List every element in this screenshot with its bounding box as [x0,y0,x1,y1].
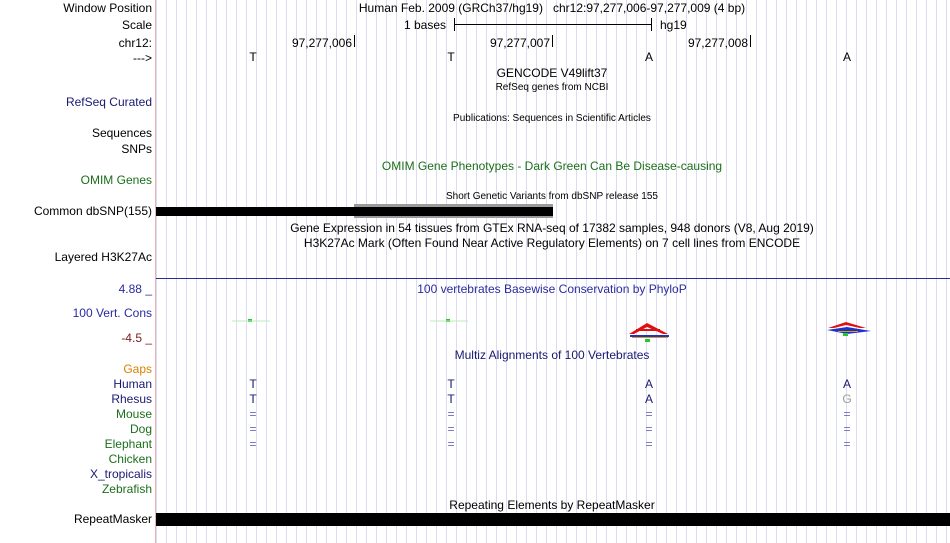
dbsnp-track-title[interactable]: Short Genetic Variants from dbSNP release 155 [446,191,658,202]
alignment-match: = [249,437,257,451]
window-position-value[interactable]: Human Feb. 2009 (GRCh37/hg19) chr12:97,277,006-97,277,009 (4 bp) [358,1,746,15]
h3k27ac-track-label[interactable]: Layered H3K27Ac [54,250,152,264]
species-label-chicken[interactable]: Chicken [108,452,152,466]
alignment-base: T [249,392,257,406]
gtex-track-title[interactable]: Gene Expression in 54 tissues from GTEx RNA-seq of 17382 samples, 948 donors (V8, Aug 2019) [290,221,814,235]
alignment-base: T [447,377,455,391]
alignment-match: = [645,437,653,451]
reference-base: T [447,50,455,64]
chrom-label: chr12: [118,36,152,50]
snps-track-label[interactable]: SNPs [121,142,152,156]
species-label-x-tropicalis[interactable]: X_tropicalis [89,467,152,481]
species-label-dog[interactable]: Dog [129,422,152,436]
alignment-match: = [447,422,455,436]
phylop-track-title[interactable]: 100 vertebrates Basewise Conservation by PhyloP [417,282,687,296]
repeatmasker-feature[interactable] [156,513,950,526]
publications-track-title[interactable]: Publications: Sequences in Scientific Articles [453,113,651,124]
phylop-max-label: 4.88 _ [118,282,152,296]
position-1: 97,277,006 [291,36,352,50]
refseq-track-label[interactable]: RefSeq Curated [65,95,152,109]
species-label-mouse[interactable]: Mouse [115,407,152,421]
window-position-label: Window Position [63,1,152,15]
alignment-match: = [249,407,257,421]
sequences-track-label[interactable]: Sequences [91,126,152,140]
dbsnp-track-label[interactable]: Common dbSNP(155) [33,204,152,218]
species-label-human[interactable]: Human [113,377,152,391]
alignment-match: = [447,407,455,421]
strand-label: ---> [133,51,152,65]
alignment-match: = [447,437,455,451]
gencode-track-title[interactable]: GENCODE V49lift37 [496,66,608,80]
alignment-base: G [842,392,852,406]
logo-letter-a [827,322,871,336]
alignment-base: T [249,377,257,391]
multiz-track-title[interactable]: Multiz Alignments of 100 Vertebrates [454,348,650,362]
alignment-match: = [843,407,851,421]
phylop-min-label: -4.5 _ [121,331,152,345]
alignment-match: = [249,422,257,436]
omim-track-title[interactable]: OMIM Gene Phenotypes - Dark Green Can Be Disease-causing [381,159,723,173]
phylop-mark [232,319,270,322]
gaps-track-label[interactable]: Gaps [123,362,152,376]
alignment-base: A [644,392,654,406]
alignment-match: = [843,437,851,451]
phylop-mark [430,319,468,322]
repeatmasker-track-label[interactable]: RepeatMasker [73,512,152,526]
cons-track-label[interactable]: 100 Vert. Cons [72,306,152,320]
position-2: 97,277,007 [489,36,550,50]
scale-db: hg19 [660,18,687,32]
refseq-track-title[interactable]: RefSeq genes from NCBI [495,82,609,93]
species-label-rhesus[interactable]: Rhesus [111,392,152,406]
alignment-base: A [644,377,654,391]
reference-base: T [249,50,257,64]
h3k27ac-track-title[interactable]: H3K27Ac Mark (Often Found Near Active Regulatory Elements) on 7 cell lines from ENCODE [303,236,801,250]
position-3: 97,277,008 [687,36,748,50]
alignment-base: T [447,392,455,406]
repeatmasker-track-title[interactable]: Repeating Elements by RepeatMasker [449,498,655,512]
reference-base: A [842,50,852,64]
omim-track-label[interactable]: OMIM Genes [80,173,152,187]
scale-value: 1 bases [404,18,447,32]
species-label-elephant[interactable]: Elephant [104,437,152,451]
alignment-match: = [645,407,653,421]
alignment-base: A [842,377,852,391]
alignment-match: = [645,422,653,436]
species-label-zebrafish[interactable]: Zebrafish [101,482,152,496]
scale-label: Scale [121,18,152,32]
logo-letter-a [629,323,669,342]
reference-base: A [644,50,654,64]
alignment-match: = [843,422,851,436]
